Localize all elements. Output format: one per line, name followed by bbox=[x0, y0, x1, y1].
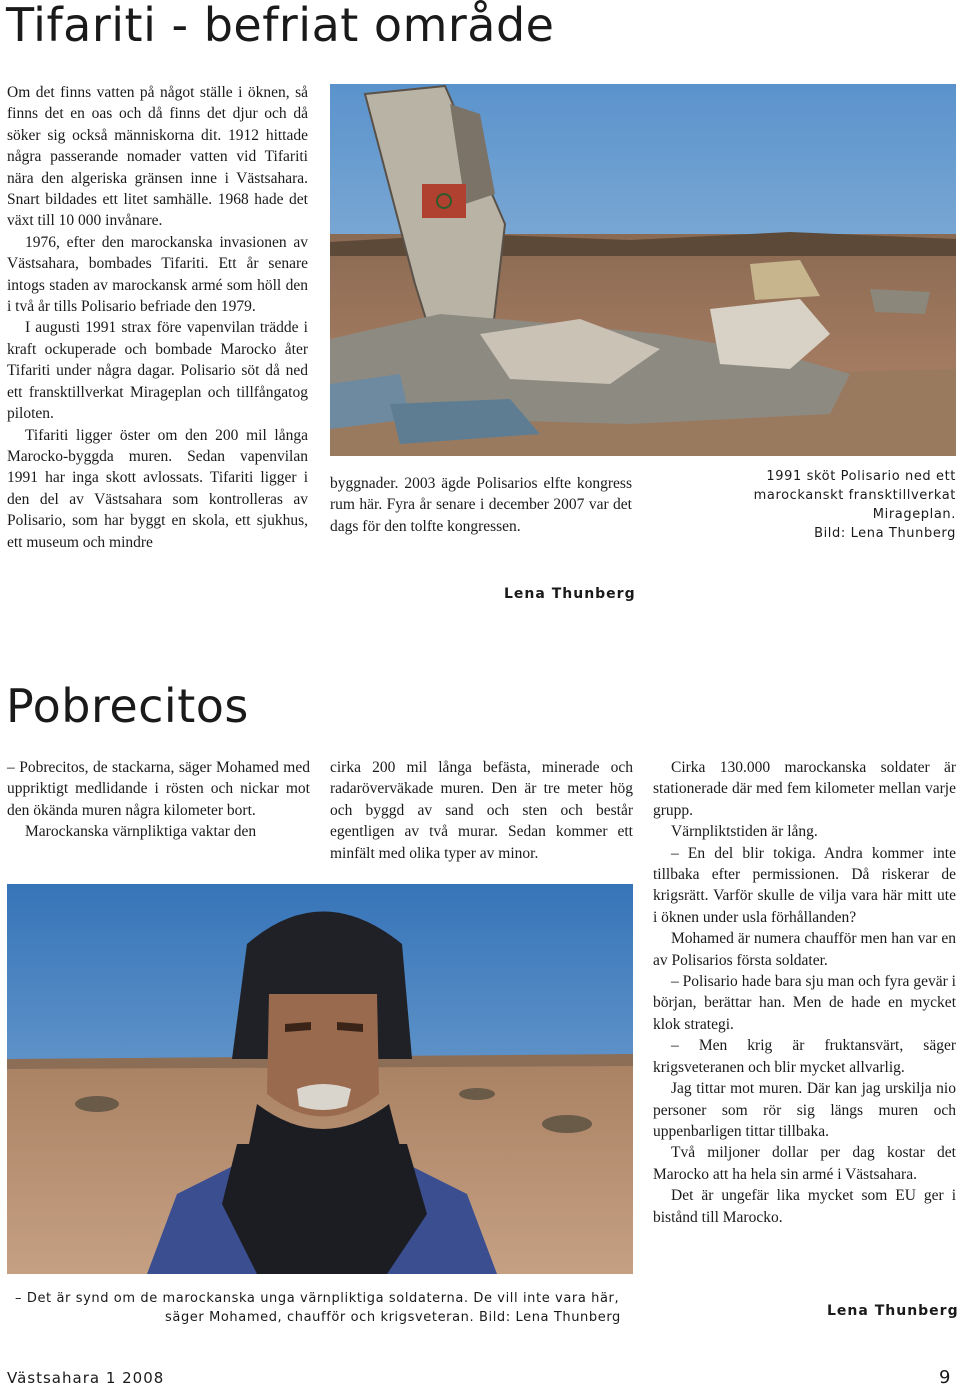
article-title-pobrecitos: Pobrecitos bbox=[6, 679, 249, 733]
man-in-turban-illustration bbox=[7, 884, 633, 1274]
paragraph: cirka 200 mil långa befästa, minerade och radaröverväkade muren. Den är tre meter hög och byggd av sand och sten och består egentligen av två murar. Sedan kommer ett minfält med olika typer av minor. bbox=[330, 759, 633, 862]
paragraph: Det är ungefär lika mycket som EU ger i bistånd till Marocko. bbox=[653, 1187, 956, 1226]
paragraph: Värnpliktstiden är lång. bbox=[671, 823, 818, 841]
paragraph: Två miljoner dollar per dag kostar det Marocko att ha hela sin armé i Västsahara. bbox=[653, 1144, 956, 1183]
author-byline: Lena Thunberg bbox=[504, 586, 636, 602]
photo-caption-portrait bbox=[15, 1289, 635, 1327]
photo-caption-plane bbox=[690, 467, 956, 543]
author-byline: Lena Thunberg bbox=[827, 1303, 959, 1319]
article1-column-1 bbox=[7, 82, 308, 553]
paragraph: – Polisario hade bara sju man och fyra gevär i början, berättar han. Men de hade en mycket klok strategi. bbox=[653, 973, 956, 1033]
article2-column-2 bbox=[330, 757, 633, 864]
paragraph: Mohamed är numera chaufför men han var en av Polisarios första soldater. bbox=[653, 930, 956, 969]
footer-issue: Västsahara 1 2008 bbox=[7, 1369, 165, 1387]
article1-column-2 bbox=[330, 473, 632, 537]
plane-wreck-photo bbox=[330, 84, 956, 456]
caption-line: 1991 sköt Polisario ned ett bbox=[766, 469, 956, 484]
caption-line: säger Mohamed, chaufför och krigsveteran. Bild: Lena Thunberg bbox=[165, 1310, 621, 1325]
article2-column-1 bbox=[7, 757, 310, 843]
portrait-photo bbox=[7, 884, 633, 1274]
paragraph: I augusti 1991 strax före vapenvilan trädde i kraft ockuperade och bombade Marocko åter Tifariti under några dagar. Polisario söt då ned ett fransktillverkat Mirageplan och tillfångatog piloten. bbox=[7, 319, 308, 423]
paragraph: – Pobrecitos, de stackarna, säger Mohamed med uppriktigt medlidande i rösten och nickar mot den ökända muren några kilometer bort. bbox=[7, 759, 310, 819]
plane-wreck-illustration bbox=[330, 84, 956, 456]
caption-line: Mirageplan. bbox=[872, 507, 956, 522]
caption-line: – Det är synd om de marockanska unga värnpliktiga soldaterna. De vill inte vara här, bbox=[15, 1291, 620, 1306]
paragraph: Marockanska värnpliktiga vaktar den bbox=[25, 823, 257, 841]
paragraph: Jag tittar mot muren. Där kan jag urskilja nio personer som rör sig längs muren och uppenbarligen tittar tillbaka. bbox=[653, 1080, 956, 1140]
paragraph: byggnader. 2003 ägde Polisarios elfte kongress rum här. Fyra år senare i december 2007 var det dags för den tolfte kongressen. bbox=[330, 475, 632, 535]
paragraph: – En del blir tokiga. Andra kommer inte tillbaka efter permissionen. Då riskerar de krigsrätt. Varför skulle de vilja vara här mitt ute i öknen under usla förhållanden? bbox=[653, 844, 956, 926]
paragraph: Om det finns vatten på något ställe i öknen, så finns det en oas och då finns det djur och då söker sig också människorna dit. 1912 hittade några passerande nomader vatten vid Tifariti nära den algeriska gränsen inne i Västsahara. Snart bildades ett litet samhälle. 1968 hade det växt till 10 000 invånare. bbox=[7, 84, 308, 230]
article-title-tifariti: Tifariti - befriat område bbox=[6, 0, 555, 52]
paragraph: – Men krig är fruktansvärt, säger krigsveteranen och blir mycket allvarlig. bbox=[653, 1037, 956, 1076]
paragraph: 1976, efter den marockanska invasionen av Västsahara, bombades Tifariti. Ett år senare intogs staden av marockansk armé som höll den i två år tills Polisario befriade den 1979. bbox=[7, 233, 308, 316]
page-number: 9 bbox=[939, 1367, 952, 1388]
paragraph: Cirka 130.000 marockanska soldater är stationerade där med fem kilometer mellan varje grupp. bbox=[653, 759, 956, 819]
caption-credit: Bild: Lena Thunberg bbox=[814, 526, 956, 541]
caption-line: marockanskt fransktillverkat bbox=[753, 488, 956, 503]
paragraph: Tifariti ligger öster om den 200 mil långa Marocko-byggda muren. Sedan vapenvilan 1991 har inga skott avlossats. Tifariti ligger i den del av Västsahara som kontrolleras av Polisario, som har byggt en skola, ett sjukhus, ett museum och mindre bbox=[7, 426, 308, 551]
article2-column-3 bbox=[653, 757, 956, 1228]
